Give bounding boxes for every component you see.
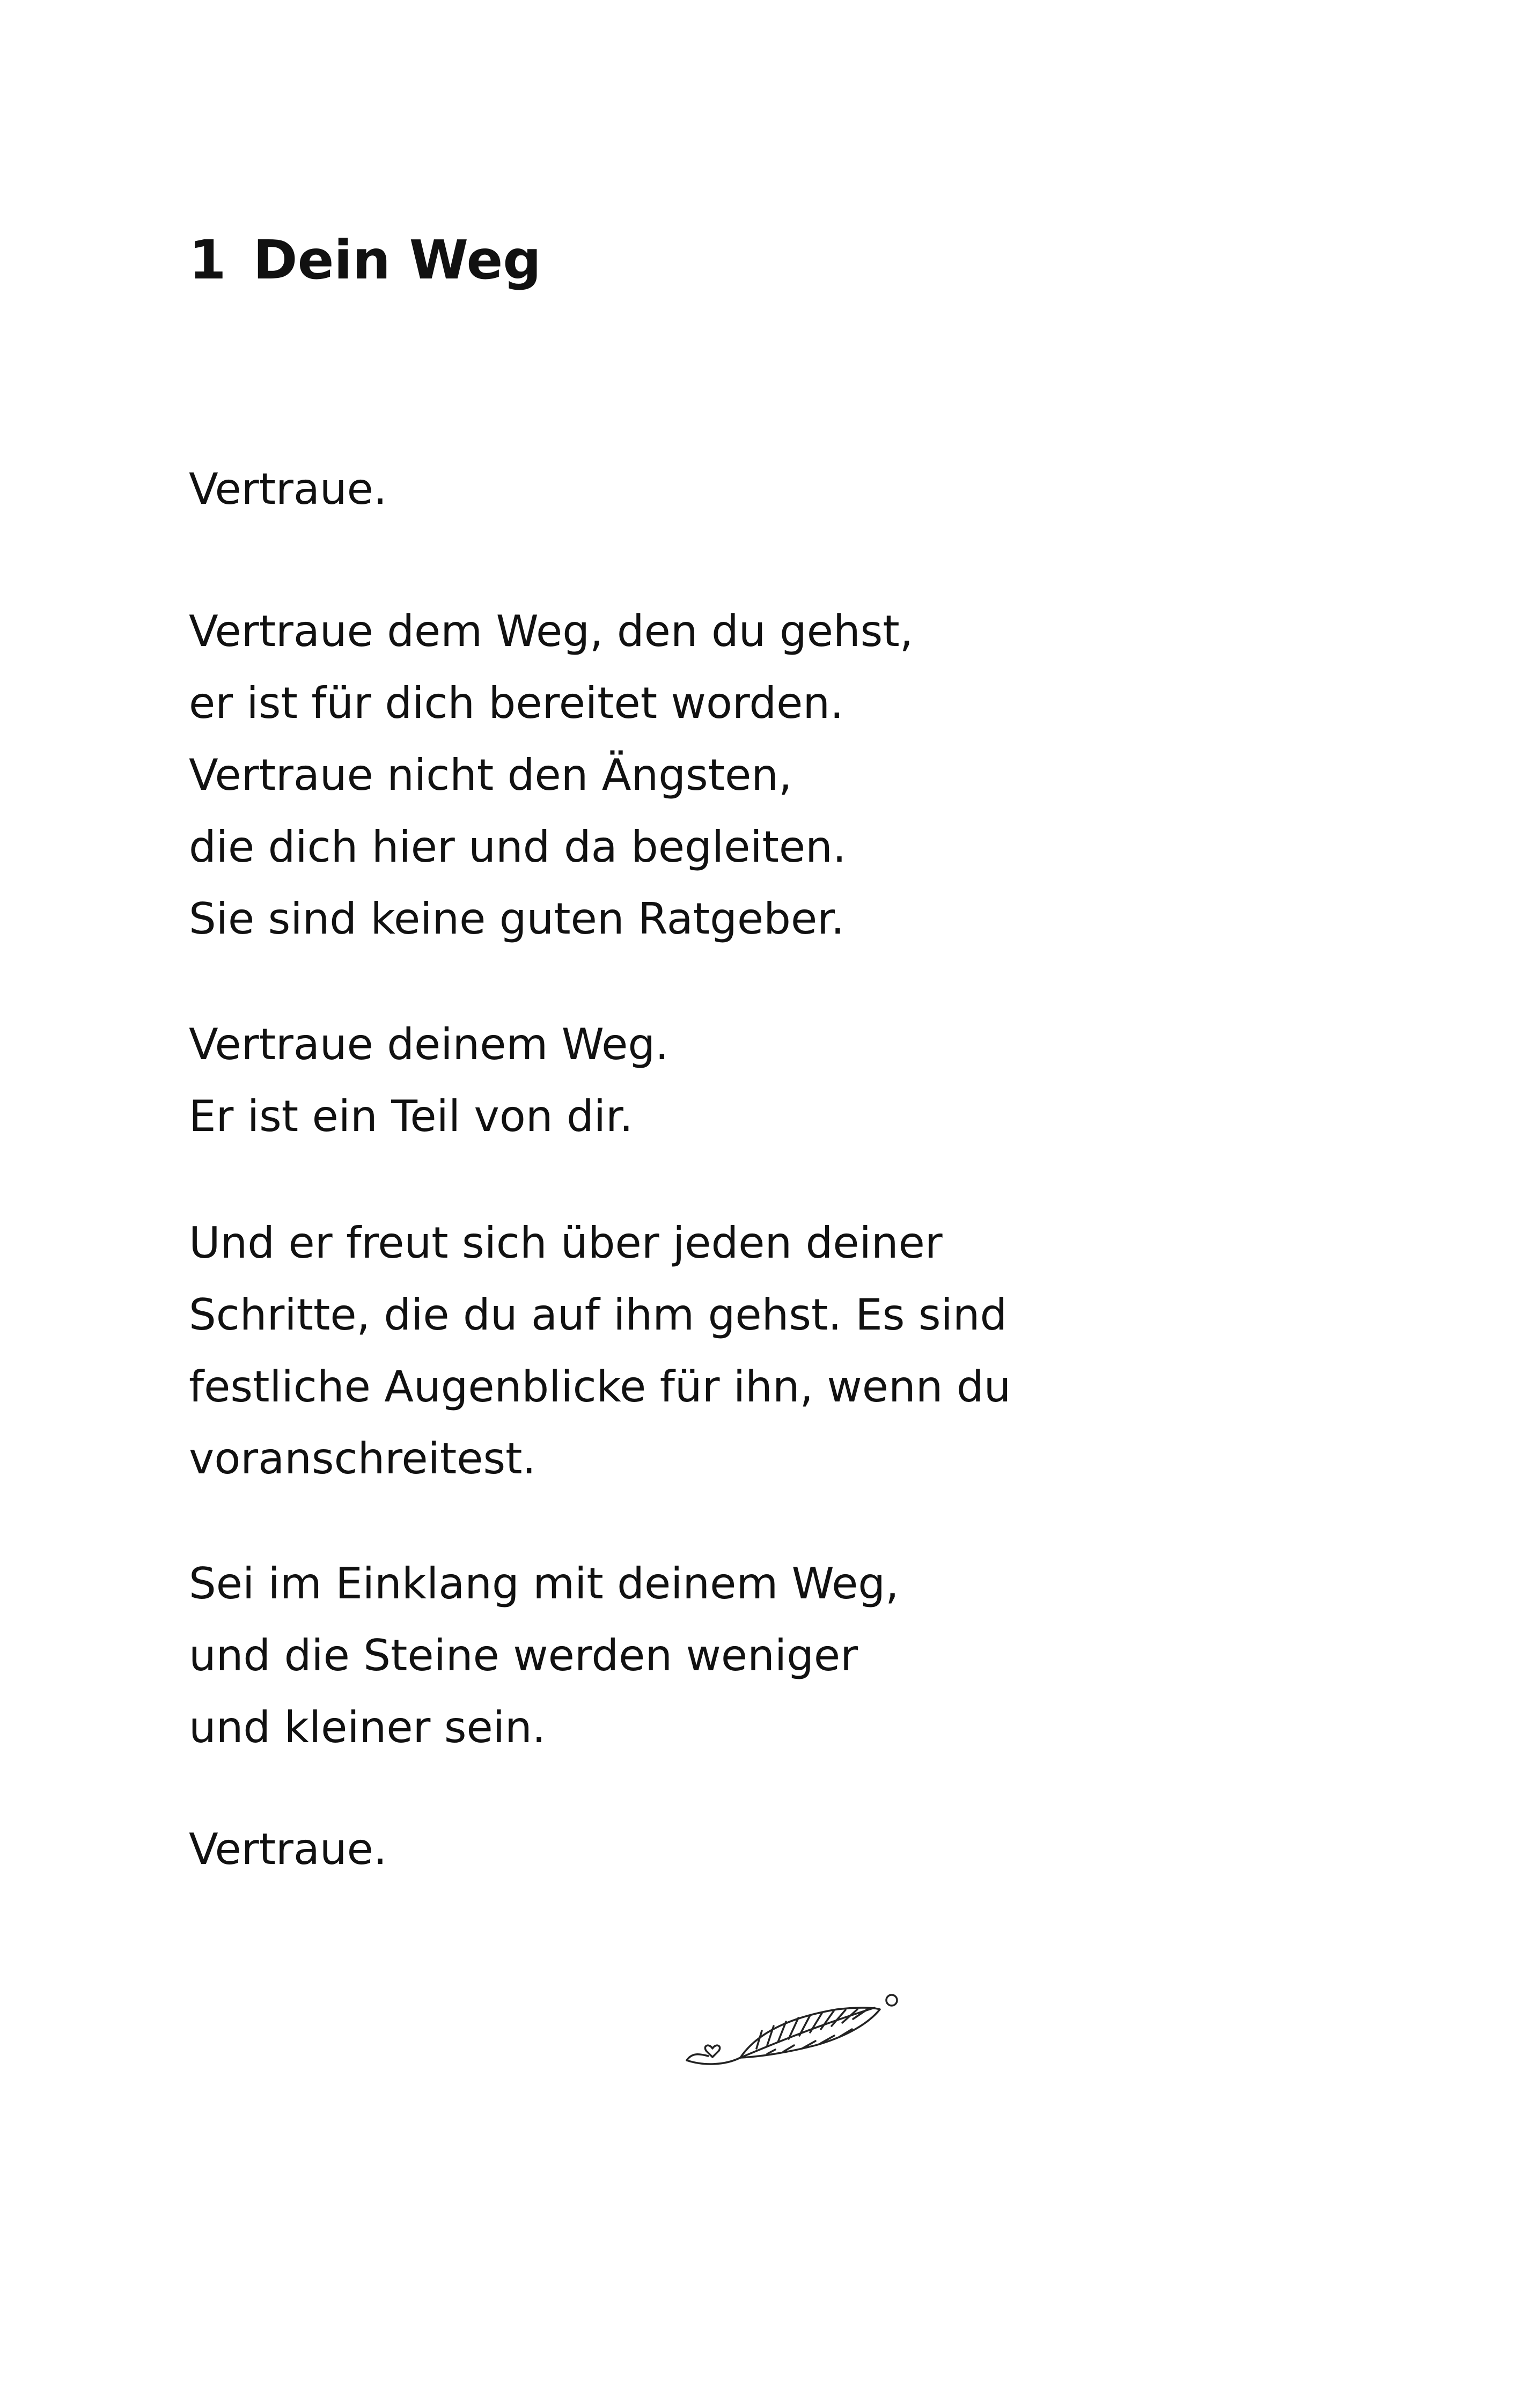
poem-line: Sie sind keine guten Ratgeber. [189, 894, 845, 944]
poem-line: Vertraue deinem Weg. [189, 1019, 669, 1069]
poem-line: Er ist ein Teil von dir. [189, 1091, 633, 1141]
stanza-opening [189, 453, 387, 525]
feather-heart-icon [681, 1985, 907, 2082]
poem-line: Sei im Einklang mit deinem Weg, [189, 1559, 899, 1609]
poem-line: voranschreitest. [189, 1434, 536, 1484]
poem-line: Schritte, die du auf ihm gehst. Es sind [189, 1290, 1008, 1340]
poem-line: und kleiner sein. [189, 1702, 546, 1752]
stanza-closing [189, 1814, 387, 1885]
chapter-heading [189, 225, 541, 295]
stanza-trust-the-path [189, 596, 913, 955]
poem-line: und die Steine werden weniger [189, 1631, 858, 1680]
poem-line: Vertraue dem Weg, den du gehst, [189, 606, 914, 656]
chapter-number: 1 [189, 229, 226, 291]
stanza-part-of-you [189, 1009, 669, 1152]
chapter-title: Dein Weg [253, 229, 541, 291]
stanza-harmony [189, 1548, 899, 1764]
poem-line: Vertraue nicht den Ängsten, [189, 750, 792, 800]
poem-line: Und er freut sich über jeden deiner [189, 1218, 943, 1268]
poem-line: die dich hier und da begleiten. [189, 822, 847, 872]
poem-line: er ist für dich bereitet worden. [189, 678, 844, 728]
poem-line: festliche Augenblicke für ihn, wenn du [189, 1362, 1011, 1412]
stanza-festive-moments [189, 1207, 1011, 1495]
poem-line: Vertraue. [189, 1824, 387, 1874]
poem-line: Vertraue. [189, 464, 387, 514]
